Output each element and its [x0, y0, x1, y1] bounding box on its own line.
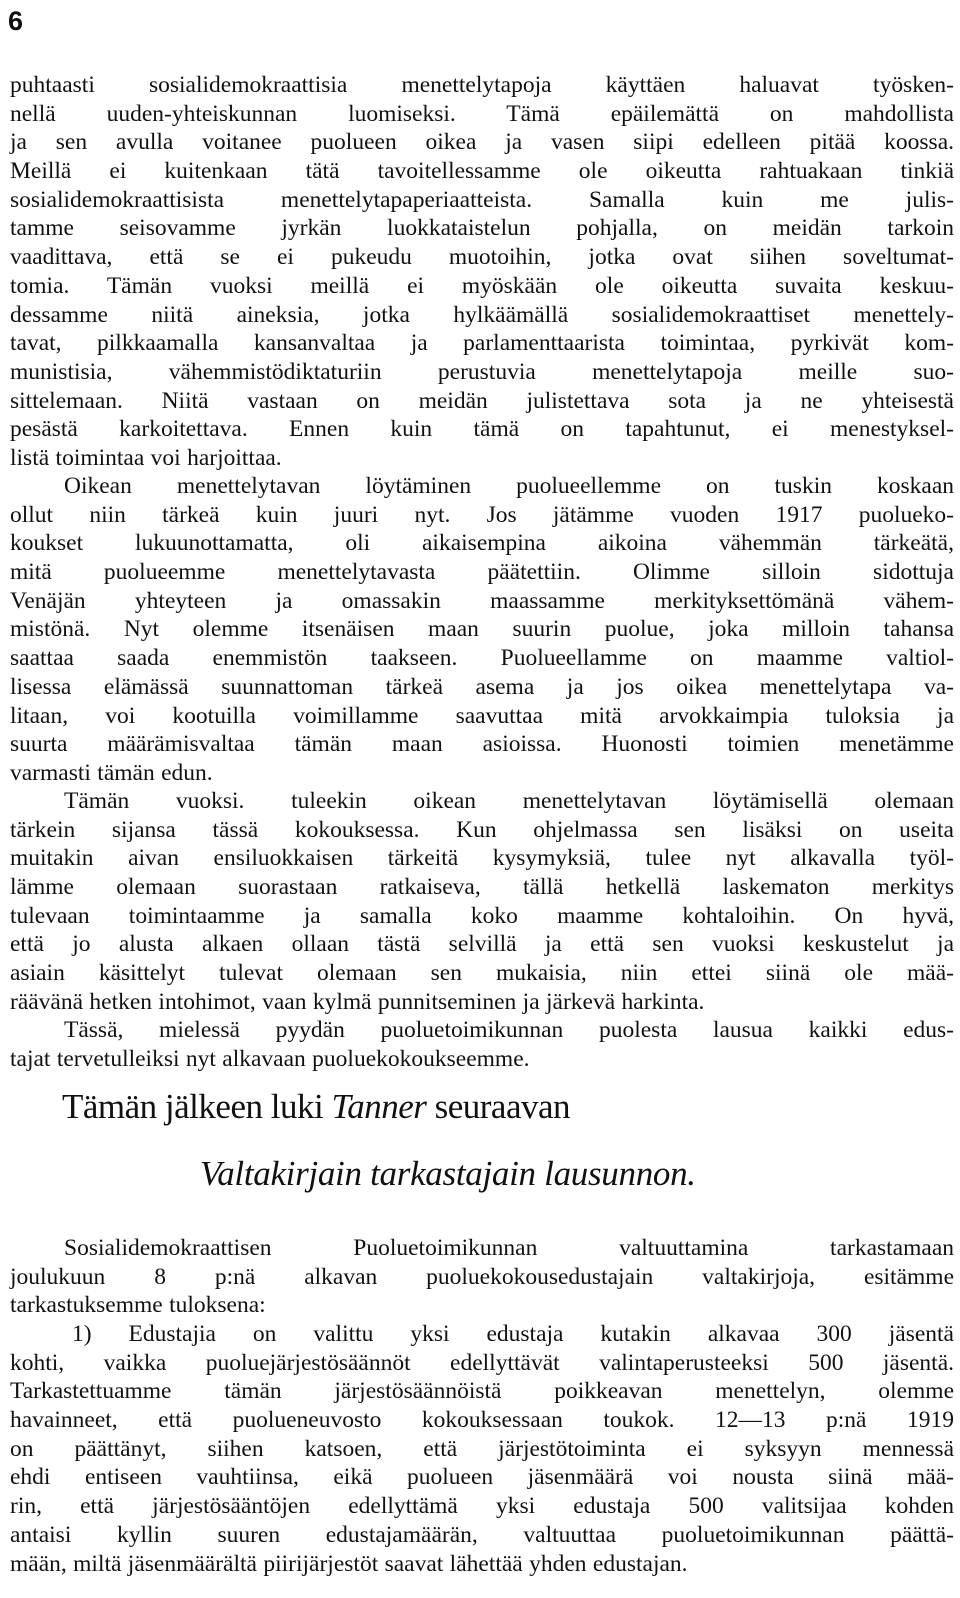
- text-line: tomia. Tämän vuoksi meillä ei myöskään ole oikeutta suvaita keskuu-: [10, 272, 954, 299]
- text-line: Oikean menettelytavan löytäminen puolueellemme on tuskin koskaan: [64, 473, 954, 499]
- text-line: litaan, voi kootuilla voimillamme saavuttaa mitä arvokkaimpia tuloksia ja: [10, 702, 954, 729]
- heading-text-before: Tämän jälkeen luki: [62, 1087, 332, 1126]
- text-line: Tarkastettuamme tämän järjestösäännöistä poikkeavan menettelyn, olemme: [10, 1378, 954, 1405]
- text-line: saattaa saada enemmistön taakseen. Puolueellamme on maamme valtiol-: [10, 645, 954, 672]
- text-line: asiain käsittelyt tulevat olemaan sen mukaisia, niin ettei siinä ole mää-: [10, 960, 954, 987]
- text-line: joulukuun 8 p:nä alkavan puoluekokousedustajain valtakirjoja, esitämme: [10, 1263, 954, 1290]
- text-line: lämme olemaan suorastaan ratkaiseva, tällä hetkellä laskematon merkitys: [10, 874, 954, 901]
- text-line: nellä uuden-yhteiskunnan luomiseksi. Tämä epäilemättä on mahdollista: [10, 100, 954, 127]
- text-line: tulevaan toimintaamme ja samalla koko maamme kohtaloihin. On hyvä,: [10, 902, 954, 929]
- text-line: listä toimintaa voi harjoittaa.: [10, 444, 282, 471]
- text-line: puhtaasti sosialidemokraattisia menettelytapoja käyttäen haluavat työsken-: [10, 72, 954, 98]
- text-line: Meillä ei kuitenkaan tätä tavoitellessamme ole oikeutta rahtuakaan tinkiä: [10, 158, 954, 185]
- heading-name: Tanner: [331, 1087, 427, 1126]
- text-line: lisessa elämässä suunnattoman tärkeä asema ja jos oikea menettelytapa va-: [10, 673, 954, 700]
- text-line: rin, että järjestösääntöjen edellyttämä yksi edustaja 500 valitsijaa kohden: [10, 1493, 954, 1520]
- text-line: vaadittava, että se ei pukeudu muotoihin, jotka ovat siihen soveltumat-: [10, 244, 954, 271]
- subtitle: Valtakirjain tarkastajain lausunnon.: [200, 1154, 696, 1193]
- text-line: tamme seisovamme jyrkän luokkataistelun pohjalla, on meidän tarkoin: [10, 215, 954, 242]
- page-number: 6: [8, 6, 24, 36]
- text-line: ja sen avulla voitanee puolueen oikea ja vasen siipi edelleen pitää koossa.: [10, 129, 954, 156]
- text-line: ollut niin tärkeä kuin juuri nyt. Jos jätämme vuoden 1917 puolueko-: [10, 501, 954, 528]
- text-line: suurta määrämisvaltaa tämän maan asioissa. Huonosti toimien menetämme: [10, 731, 954, 758]
- text-line: koukset lukuunottamatta, oli aikaisempina aikoina vähemmän tärkeätä,: [10, 530, 954, 557]
- text-line: kohti, vaikka puoluejärjestösäännöt edellyttävät valintaperusteeksi 500 jäsentä.: [10, 1349, 954, 1376]
- paragraph-5: [10, 1234, 954, 1320]
- text-line: tavat, pilkkaamalla kansanvaltaa ja parlamenttaarista toimintaa, pyrkivät kom-: [10, 330, 954, 357]
- text-line: antaisi kyllin suuren edustajamäärän, valtuuttaa puoluetoimikunnan päättä-: [10, 1521, 954, 1548]
- paragraph-3: [10, 787, 954, 1017]
- text-line: että jo alusta alkaen ollaan tästä selvillä ja että sen vuoksi keskustelut ja: [10, 931, 954, 958]
- text-line: Tässä, mielessä pyydän puoluetoimikunnan puolesta lausua kaikki edus-: [64, 1017, 954, 1043]
- text-line: varmasti tämän edun.: [10, 759, 213, 786]
- paragraph-6: [10, 1320, 954, 1578]
- text-line: on päättänyt, siihen katsoen, että järjestötoiminta ei syksyyn mennessä: [10, 1435, 954, 1462]
- heading-text-after: seuraavan: [426, 1087, 571, 1126]
- text-line: 1) Edustajia on valittu yksi edustaja kutakin alkavaa 300 jäsentä: [72, 1321, 954, 1347]
- text-line: Sosialidemokraattisen Puoluetoimikunnan valtuuttamina tarkastamaan: [64, 1235, 954, 1261]
- text-line: munistisia, vähemmistödiktaturiin perustuvia menettelytapoja meille suo-: [10, 358, 954, 385]
- paragraph-4: [10, 1016, 954, 1073]
- text-line: dessamme niitä aineksia, jotka hylkäämällä sosialidemokraattiset menettely-: [10, 301, 954, 328]
- paragraph-1: [10, 71, 954, 473]
- text-line: tajat tervetulleiksi nyt alkavaan puoluekokoukseemme.: [10, 1045, 530, 1072]
- text-line: Venäjän yhteyteen ja omassakin maassamme merkityksettömänä vähem-: [10, 587, 954, 614]
- text-line: tarkastuksemme tuloksena:: [10, 1292, 266, 1319]
- text-line: mään, miltä jäsenmäärältä piirijärjestöt saavat lähettää yhden edustajan.: [10, 1550, 688, 1577]
- text-line: Tämän vuoksi. tuleekin oikean menettelytavan löytämisellä olemaan: [64, 788, 954, 814]
- text-line: mitä puolueemme menettelytavasta päätettiin. Olimme silloin sidottuja: [10, 559, 954, 586]
- text-line: räävänä hetken intohimot, vaan kylmä punnitseminen ja järkevä harkinta.: [10, 988, 705, 1015]
- text-line: sosialidemokraattisista menettelytapaperiaatteista. Samalla kuin me julis-: [10, 186, 954, 213]
- paragraph-2: [10, 472, 954, 788]
- text-line: pesästä karkoitettava. Ennen kuin tämä on tapahtunut, ei menestyksel-: [10, 416, 954, 443]
- text-line: ehdi entiseen vauhtiinsa, eikä puolueen jäsenmäärä voi nousta siinä mää-: [10, 1464, 954, 1491]
- section-heading: [62, 1085, 570, 1129]
- text-line: sittelemaan. Niitä vastaan on meidän julistettava sota ja ne yhteisestä: [10, 387, 954, 414]
- text-line: mistönä. Nyt olemme itsenäisen maan suurin puolue, joka milloin tahansa: [10, 616, 954, 643]
- text-line: havainneet, että puolueneuvosto kokouksessaan toukok. 12—13 p:nä 1919: [10, 1407, 954, 1434]
- text-line: tärkein sijansa tässä kokouksessa. Kun ohjelmassa sen lisäksi on useita: [10, 816, 954, 843]
- text-line: muitakin aivan ensiluokkaisen tärkeitä kysymyksiä, tulee nyt alkavalla työl-: [10, 845, 954, 872]
